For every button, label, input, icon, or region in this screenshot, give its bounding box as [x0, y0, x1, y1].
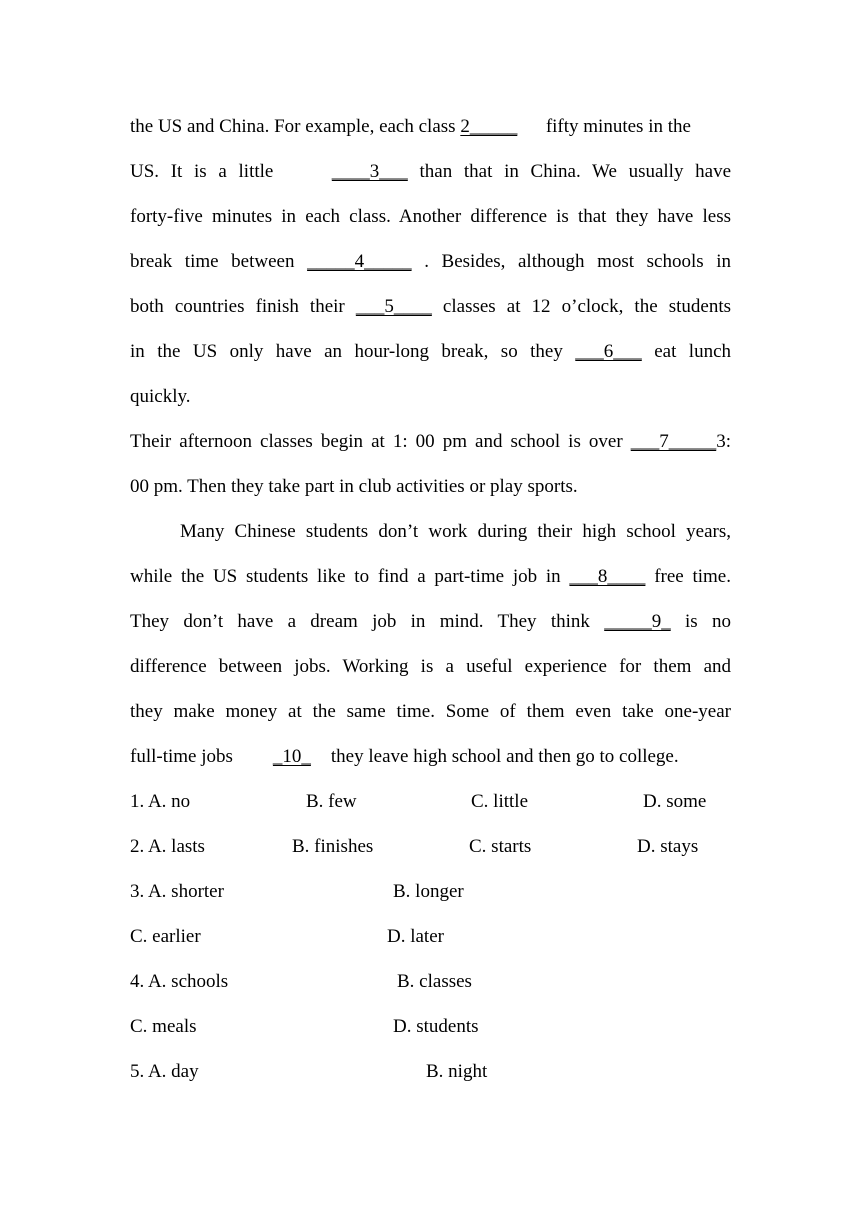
option-5a: 5. A. day — [130, 1061, 199, 1082]
passage-line-5 — [130, 284, 731, 329]
text: eat lunch — [654, 341, 732, 362]
text: 3: — [716, 431, 731, 452]
blank-5: ___5____ — [355, 296, 432, 317]
blank-4: _____4_____ — [307, 251, 412, 272]
blank-8: ___8____ — [569, 566, 646, 587]
passage-line-10: Many Chinese students don’t work during their high school years, — [180, 521, 731, 542]
passage-line-7: quickly. — [130, 386, 191, 407]
blank-6: ___6___ — [575, 341, 642, 362]
option-1c: C. little — [471, 791, 528, 812]
text: break time between — [130, 251, 308, 272]
text: both countries finish their — [130, 296, 356, 317]
text: the US and China. For example, each class — [130, 116, 461, 137]
option-2a: 2. A. lasts — [130, 836, 205, 857]
option-3a: 3. A. shorter — [130, 881, 224, 902]
text: they leave high school and then go to college. — [330, 746, 679, 767]
passage-line-13: difference between jobs. Working is a useful experience for them and — [130, 656, 731, 677]
option-2c: C. starts — [469, 836, 532, 857]
option-2b: B. finishes — [292, 836, 374, 857]
options-row-6 — [130, 1004, 731, 1049]
passage-line-15 — [130, 734, 731, 779]
options-row-4 — [130, 914, 731, 959]
text: in the US only have an hour-long break, so they — [130, 341, 576, 362]
option-3b: B. longer — [393, 881, 464, 902]
option-1b: B. few — [306, 791, 357, 812]
blank-2: 2_____ — [460, 116, 518, 137]
option-4d: D. students — [393, 1016, 479, 1037]
text: Their afternoon classes begin at 1: 00 pm and school is over — [130, 431, 631, 452]
text: US. It is a little — [130, 161, 286, 182]
text: than that in China. We usually have — [419, 161, 732, 182]
text: is no — [685, 611, 731, 632]
text: full-time jobs — [130, 746, 233, 767]
passage-line-9: 00 pm. Then they take part in club activities or play sports. — [130, 476, 578, 497]
options-row-5 — [130, 959, 731, 1004]
option-4b: B. classes — [397, 971, 472, 992]
passage-line-12 — [130, 599, 731, 644]
text: fifty minutes in the — [517, 116, 691, 137]
text: free time. — [654, 566, 731, 587]
option-4c: C. meals — [130, 1016, 197, 1037]
passage-line-14: they make money at the same time. Some of them even take one-year — [130, 701, 731, 722]
passage-line-2 — [130, 149, 731, 194]
options-row-2 — [130, 824, 731, 869]
passage-line-11 — [130, 554, 731, 599]
option-3d: D. later — [387, 926, 444, 947]
passage-line-4 — [130, 239, 731, 284]
options-row-3 — [130, 869, 731, 914]
text: . Besides, although most schools in — [424, 251, 732, 272]
option-1a: 1. A. no — [130, 791, 191, 812]
option-1d: D. some — [643, 791, 707, 812]
options-row-7 — [130, 1049, 731, 1094]
option-5b: B. night — [426, 1061, 488, 1082]
option-4a: 4. A. schools — [130, 971, 229, 992]
option-2d: D. stays — [637, 836, 699, 857]
option-3c: C. earlier — [130, 926, 201, 947]
passage-line-1 — [130, 104, 731, 149]
blank-9: _____9_ — [604, 611, 671, 632]
passage-line-8 — [130, 419, 731, 464]
text: classes at 12 o’clock, the students — [442, 296, 731, 317]
document-page — [130, 104, 731, 1094]
blank-3: ____3___ — [331, 161, 408, 182]
blank-7: ___7_____ — [630, 431, 717, 452]
text: while the US students like to find a part-time job in — [130, 566, 570, 587]
passage-line-3: forty-five minutes in each class. Another difference is that they have less — [130, 206, 731, 227]
passage-line-6 — [130, 329, 731, 374]
text: They don’t have a dream job in mind. They think — [130, 611, 605, 632]
options-row-1 — [130, 779, 731, 824]
blank-10: _10_ — [272, 746, 311, 767]
